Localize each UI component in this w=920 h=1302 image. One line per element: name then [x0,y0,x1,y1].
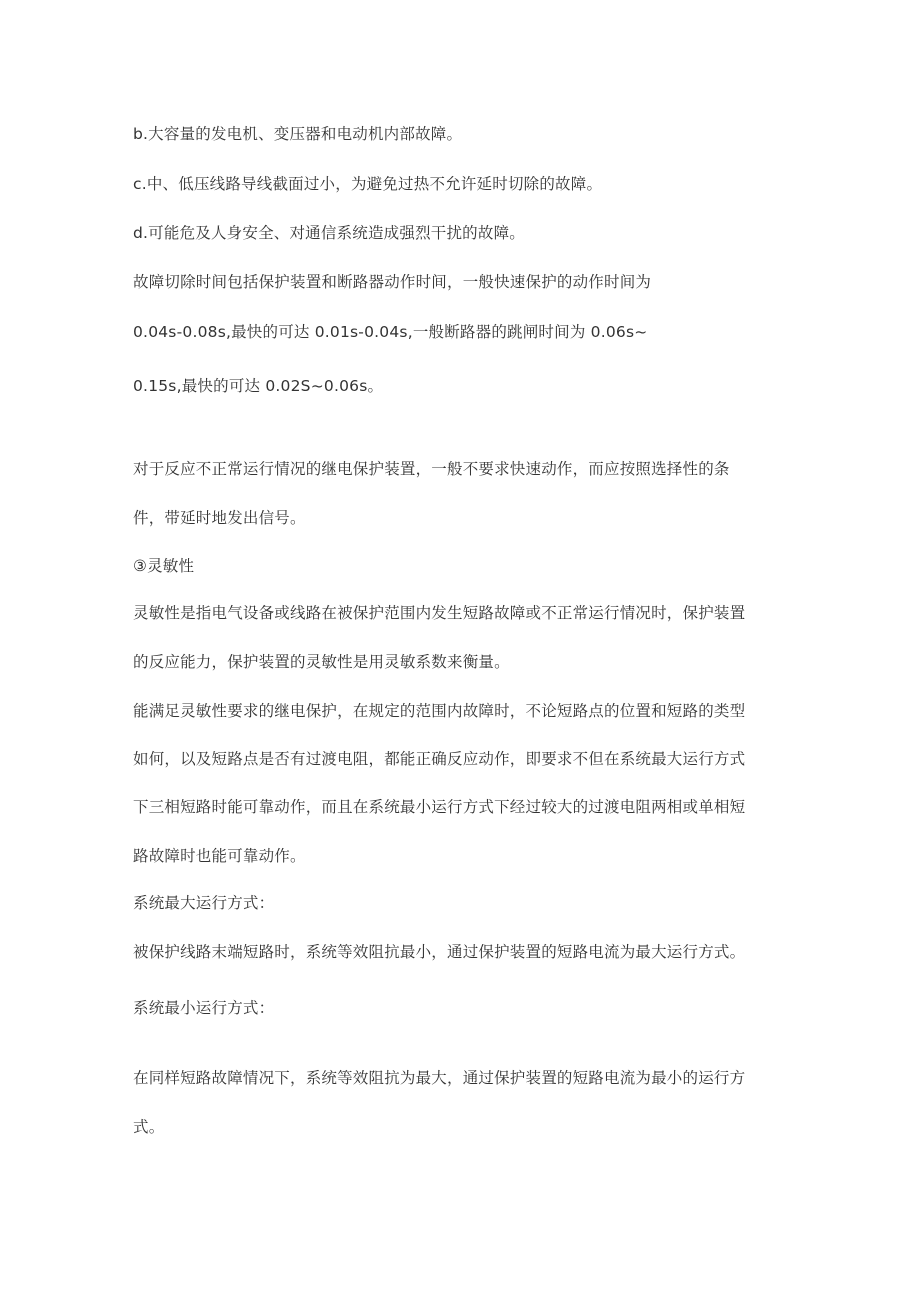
section-heading-sensitivity: ③灵敏性 [133,557,195,575]
text-line-sensitivity-requirement-3: 下三相短路时能可靠动作，而且在系统最小运行方式下经过较大的过渡电阻两相或单相短 [133,798,746,816]
text-line-sensitivity-definition-end: 的反应能力，保护装置的灵敏性是用灵敏系数来衡量。 [133,653,510,671]
text-line-clearing-time: 故障切除时间包括保护装置和断路器动作时间，一般快速保护的动作时间为 [133,273,652,291]
text-line-item-c: c.中、低压线路导线截面过小，为避免过热不允许延时切除的故障。 [133,175,603,193]
text-line-item-b: b.大容量的发电机、变压器和电动机内部故障。 [133,125,463,143]
text-line-clearing-time-end: 0.15s,最快的可达 0.02S~0.06s。 [133,377,384,395]
text-line-clearing-time-values: 0.04s-0.08s,最快的可达 0.01s-0.04s,一般断路器的跳闸时间为 0.06s~ [133,323,648,341]
text-line-sensitivity-requirement-1: 能满足灵敏性要求的继电保护，在规定的范围内故障时，不论短路点的位置和短路的类型 [133,702,746,720]
text-line-item-d: d.可能危及人身安全、对通信系统造成强烈干扰的故障。 [133,224,525,242]
text-line-sensitivity-requirement-4: 路故障时也能可靠动作。 [133,847,306,865]
heading-min-operating-mode: 系统最小运行方式： [133,999,275,1017]
text-line-min-operating-mode-end: 式。 [133,1118,165,1136]
text-line-abnormal-operation: 对于反应不正常运行情况的继电保护装置，一般不要求快速动作，而应按照选择性的条 [133,460,730,478]
text-line-sensitivity-requirement-2: 如何，以及短路点是否有过渡电阻，都能正确反应动作，即要求不但在系统最大运行方式 [133,750,746,768]
text-line-abnormal-operation-end: 件，带延时地发出信号。 [133,509,306,527]
text-line-max-operating-mode: 被保护线路末端短路时，系统等效阻抗最小，通过保护装置的短路电流为最大运行方式。 [133,943,746,961]
text-line-min-operating-mode: 在同样短路故障情况下，系统等效阻抗为最大，通过保护装置的短路电流为最小的运行方 [133,1069,746,1087]
text-line-sensitivity-definition: 灵敏性是指电气设备或线路在被保护范围内发生短路故障或不正常运行情况时，保护装置 [133,604,746,622]
heading-max-operating-mode: 系统最大运行方式： [133,894,275,912]
